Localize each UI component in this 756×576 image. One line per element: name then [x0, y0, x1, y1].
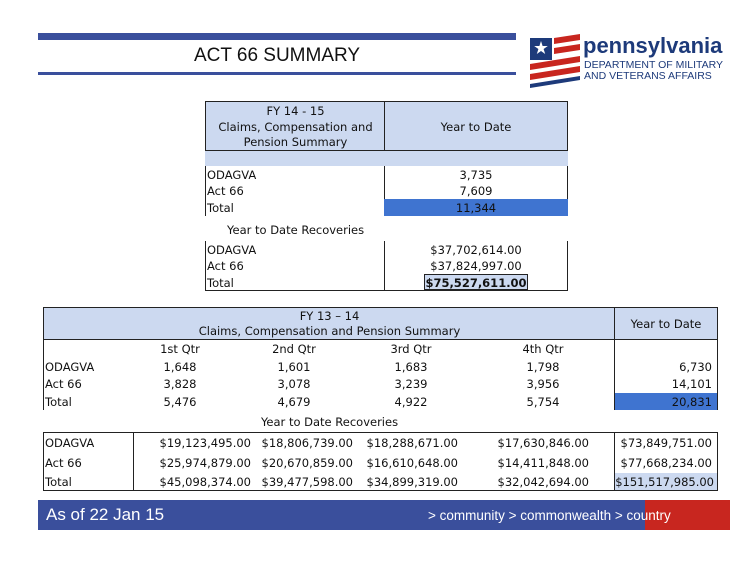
fy1314-rec-label: Act 66: [45, 456, 82, 470]
fy1314-ytd-right-rule: [717, 340, 718, 410]
fy1314-left-rule: [43, 340, 44, 410]
fy1415-rec-label: Act 66: [207, 259, 244, 273]
footer-tagline: > community > commonwealth > country: [428, 508, 671, 523]
fy1314-row-label: Total: [45, 395, 72, 409]
fy1314-rec-label: ODAGVA: [45, 436, 95, 450]
quarter-header: 2nd Qtr: [272, 342, 316, 356]
fy1314-rec-cell: $18,806,739.00: [261, 436, 353, 450]
fy1314-rec-cell: $25,974,879.00: [159, 456, 251, 470]
quarter-header: 4th Qtr: [522, 342, 564, 356]
fy1415-row-label: Total: [207, 201, 234, 215]
fy1314-rec-cell: $14,411,848.00: [497, 456, 589, 470]
fy1415-row-label: Act 66: [207, 184, 244, 198]
fy1415-rec-value: $37,702,614.00: [430, 243, 522, 257]
fy1415-rec-label: ODAGVA: [207, 243, 257, 257]
fy1415-recoveries-title: Year to Date Recoveries: [227, 223, 365, 237]
fy1314-rec-label: Total: [45, 475, 72, 489]
fy1314-rec-ytd-total: $151,517,985.00: [615, 475, 714, 489]
fy1314-cell: 4,679: [277, 395, 311, 409]
fy1314-cell: 3,956: [526, 377, 560, 391]
fy1314-rec-cell: $39,477,598.00: [261, 475, 353, 489]
quarter-header: 3rd Qtr: [390, 342, 432, 356]
fy1415-rec-left-rule: [205, 241, 206, 290]
fy1314-title-line1: FY 13 – 14: [299, 309, 360, 323]
fy1314-cell: 3,078: [277, 377, 311, 391]
fy1415-rec-total-value: $75,527,611.00: [425, 276, 527, 290]
fy1314-ytd-cell: 14,101: [671, 377, 712, 391]
logo-subtitle: DEPARTMENT OF MILITARY AND VETERANS AFFAIRS: [584, 59, 724, 82]
quarter-header: 1st Qtr: [160, 342, 200, 356]
fy1314-cell: 5,476: [163, 395, 197, 409]
fy1314-title-line2: Claims, Compensation and Pension Summary: [198, 324, 461, 338]
fy1314-row-label: ODAGVA: [45, 360, 95, 374]
fy1314-rec-cell: $34,899,319.00: [366, 475, 458, 489]
fy1314-cell: 1,648: [163, 360, 197, 374]
fy1314-rec-ytd: $73,849,751.00: [620, 436, 712, 450]
fy1314-rec-rule: [43, 432, 44, 491]
fy1314-rec-cell: $17,630,846.00: [497, 436, 589, 450]
fy1314-rec-ytd: $77,668,234.00: [620, 456, 712, 470]
fy1415-band: [205, 151, 568, 166]
fy1314-cell: 1,601: [277, 360, 311, 374]
as-of-date: As of 22 Jan 15: [46, 505, 165, 524]
fy1415-row-value: 7,609: [459, 184, 493, 198]
fy1415-title-line2: Claims, Compensation and: [218, 120, 373, 134]
fy1314-rec-cell: $18,288,671.00: [366, 436, 458, 450]
fy1415-title-line3: Pension Summary: [243, 135, 348, 149]
pa-flag-logo-icon: [530, 32, 580, 88]
fy1314-cell: 4,922: [394, 395, 428, 409]
fy1314-rec-rule: [43, 432, 718, 433]
fy1415-ytd-header: Year to Date: [440, 120, 512, 134]
fy1314-cell: 1,798: [526, 360, 560, 374]
fy1314-rec-cell: $20,670,859.00: [261, 456, 353, 470]
fy1415-total-value: 11,344: [455, 201, 497, 215]
fy1314-row-label: Act 66: [45, 377, 82, 391]
fy1314-rec-cell: $32,042,694.00: [497, 475, 589, 489]
fy1415-row-label: ODAGVA: [207, 168, 257, 182]
fy1314-rec-cell: $16,610,648.00: [366, 456, 458, 470]
fy1314-ytd-cell: 6,730: [679, 360, 712, 374]
fy1314-recoveries-title: Year to Date Recoveries: [260, 415, 399, 429]
fy1415-left-rule: [205, 166, 206, 216]
fy1314-cell: 3,828: [163, 377, 197, 391]
fy1314-rec-rule: [717, 432, 718, 491]
fy1415-bottom-rule: [205, 290, 568, 291]
fy1314-rec-rule: [43, 490, 718, 491]
fy1314-ytd-header: Year to Date: [630, 317, 702, 331]
fy1415-row-value: 3,735: [459, 168, 493, 182]
fy1415-title-line1: FY 14 - 15: [266, 104, 325, 118]
fy1314-rec-cell: $45,098,374.00: [159, 475, 251, 489]
fy1314-ytd-total: 20,831: [671, 395, 712, 409]
fy1314-rec-cell: $19,123,495.00: [159, 436, 251, 450]
fy1314-cell: 3,239: [394, 377, 428, 391]
fy1415-rec-value: $37,824,997.00: [430, 259, 522, 273]
fy1415-rec-label: Total: [207, 276, 234, 290]
fy1314-cell: 1,683: [394, 360, 428, 374]
page-title: ACT 66 SUMMARY: [193, 45, 361, 66]
logo-name: pennsylvania: [583, 33, 723, 58]
fy1314-cell: 5,754: [526, 395, 560, 409]
